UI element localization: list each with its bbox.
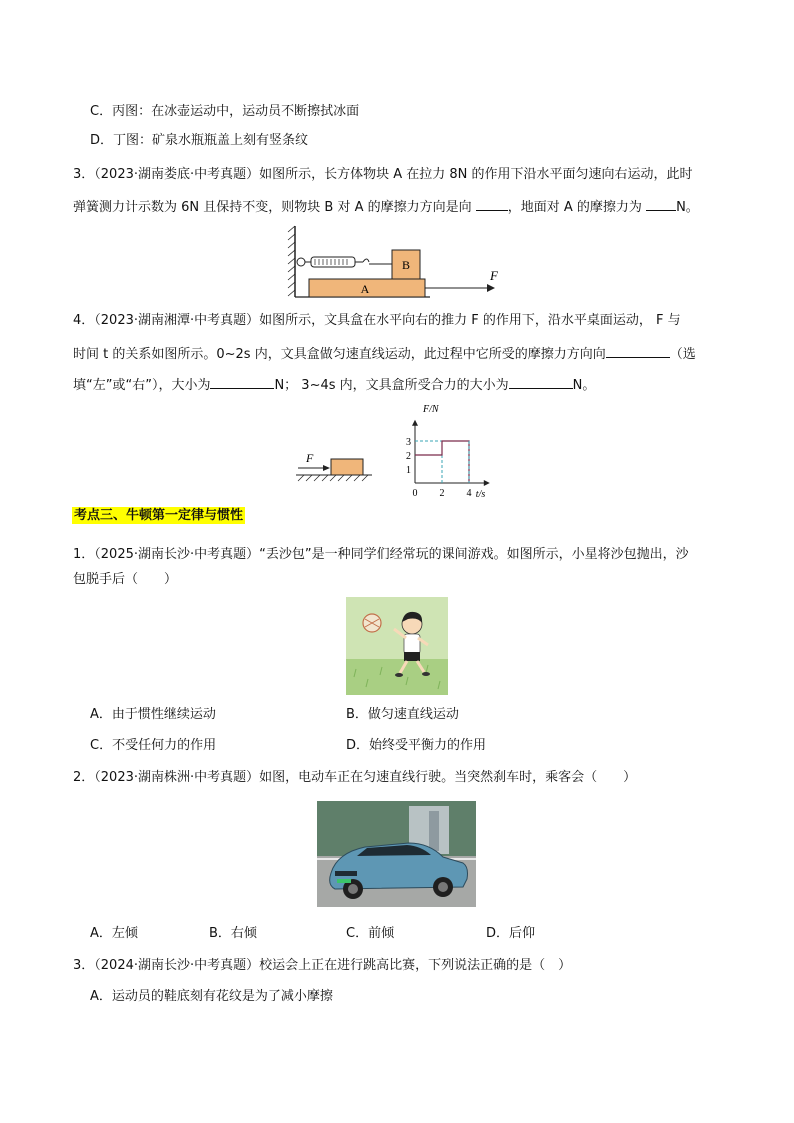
- q4-text-c: 填“左”或“右”），大小为: [73, 378, 211, 393]
- force-label: F: [490, 268, 498, 283]
- option-a[interactable]: A．左倾: [90, 926, 138, 941]
- q3-text-a: 弹簧测力计示数为 6N 且保持不变，则物块 B 对 A 的摩擦力方向是向: [73, 200, 472, 215]
- push-force-label: F: [306, 451, 314, 465]
- x-tick-label: 2: [439, 488, 445, 499]
- q4-line3: [73, 376, 595, 394]
- q4-text-b: （选: [669, 347, 696, 362]
- q3-text-c: N。: [676, 200, 699, 215]
- q4-text-d: N； 3~4s 内，文具盒所受合力的大小为: [274, 378, 509, 393]
- option-d[interactable]: D．始终受平衡力的作用: [346, 738, 487, 753]
- s3q1-line1: 1．（2025·湖南长沙·中考真题）“丢沙包”是一种同学们经常玩的课间游戏。如图所示，小星将沙包抛出，沙: [73, 547, 689, 562]
- spring-scale: [311, 257, 355, 267]
- electric-car-image: [317, 801, 476, 907]
- option-c[interactable]: C．不受任何力的作用: [90, 738, 217, 753]
- y-tick-label: 2: [406, 451, 411, 462]
- q3-text-b: ，地面对 A 的摩擦力为: [507, 200, 642, 215]
- x-tick-label: 4: [466, 488, 472, 499]
- option-c[interactable]: C．前倾: [346, 926, 395, 941]
- q3-line1: 3．（2023·湖南娄底·中考真题）如图所示，长方体物块 A 在拉力 8N 的作用下沿水平面匀速向右运动，此时: [73, 167, 693, 182]
- y-axis-label: F/N: [423, 404, 439, 415]
- force-time-chart: [400, 400, 510, 500]
- answer-blank[interactable]: [210, 376, 274, 389]
- option-a[interactable]: A．运动员的鞋底刻有花纹是为了减小摩擦: [90, 989, 333, 1004]
- s3q1-line2: 包脱手后（ ）: [73, 572, 178, 587]
- x-axis-arrow: [484, 480, 490, 486]
- block-a-label: A: [360, 282, 370, 296]
- q3-line2: [73, 198, 699, 216]
- section-heading: 考点三、牛顿第一定律与惯性: [74, 508, 244, 523]
- q4-text-a: 时间 t 的关系如图所示。0~2s 内，文具盒做匀速直线运动，此过程中它所受的摩擦力方向向: [73, 347, 606, 362]
- answer-blank[interactable]: [509, 376, 573, 389]
- pencil-box: [331, 459, 363, 475]
- q4-line2: [73, 345, 696, 363]
- s3q3-line1: 3．（2024·湖南长沙·中考真题）校运会上正在进行跳高比赛，下列说法正确的是（ ）: [73, 958, 572, 973]
- x-axis-label: t/s: [475, 489, 486, 500]
- y-axis-arrow: [412, 420, 418, 426]
- option-b[interactable]: B．右倾: [209, 926, 257, 941]
- y-tick-label: 1: [406, 465, 411, 476]
- option-b[interactable]: B．做匀速直线运动: [346, 707, 459, 722]
- q4-text-e: N。: [572, 378, 596, 393]
- answer-blank[interactable]: [476, 198, 508, 211]
- option-c: C．丙图：在冰壶运动中，运动员不断擦拭冰面: [90, 104, 360, 119]
- s3q2-line1: 2．（2023·湖南株洲·中考真题）如图，电动车正在匀速直线行驶。当突然刹车时，乘客会（ ）: [73, 770, 637, 785]
- q4-line1: 4．（2023·湖南湘潭·中考真题）如图所示，文具盒在水平向右的推力 F 的作用下，沿水平桌面运动， F 与: [73, 313, 681, 328]
- block-b-label: B: [401, 258, 411, 272]
- answer-blank[interactable]: [646, 198, 676, 211]
- option-a[interactable]: A．由于惯性继续运动: [90, 707, 216, 722]
- q4-box-figure: [292, 448, 374, 484]
- boy-throwing-sandbag-image: [346, 597, 448, 695]
- option-d[interactable]: D．后仰: [486, 926, 536, 941]
- x-tick-label: 0: [412, 488, 418, 499]
- option-d: D．丁图：矿泉水瓶瓶盖上刻有竖条纹: [90, 133, 309, 148]
- q3-figure: [285, 222, 505, 300]
- answer-blank[interactable]: [606, 345, 670, 358]
- y-tick-label: 3: [406, 437, 411, 448]
